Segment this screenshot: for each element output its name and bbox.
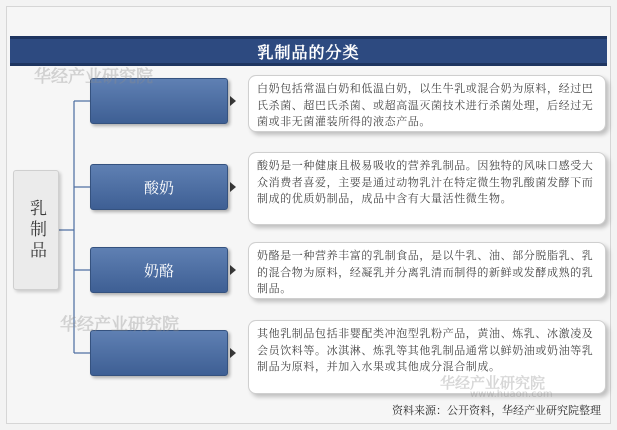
description-box-1: 白奶包括常温白奶和低温白奶，以生牛乳或混合奶为原料，经过巴氏杀菌、超巴氏杀菌、或超高温灭菌技术进行杀菌处理，后经过无菌或非无菌灌装所得的液态产品。 [248, 75, 606, 132]
description-box-2: 酸奶是一种健康且极易吸收的营养乳制品。因独特的风味口感受大众消费者喜爱，主要是通过动物乳汁在特定微生物乳酸菌发酵下而制成的优质奶制品，成品中含有大量活性微生物。 [248, 152, 606, 225]
source-note: 资料来源：公开资料，华经产业研究院整理 [392, 404, 601, 417]
arrow-1 [230, 96, 236, 106]
category-box-3: 奶酪 [90, 247, 228, 293]
watermark-top: 华经产业研究院 [34, 67, 153, 87]
watermark-url: www.huaon.com [470, 389, 553, 400]
watermark-middle: 华经产业研究院 [60, 315, 179, 335]
category-box-4 [90, 330, 228, 376]
arrow-2 [230, 182, 236, 192]
arrow-3 [230, 265, 236, 275]
arrow-4 [230, 348, 236, 358]
description-box-4: 其他乳制品包括非婴配类冲泡型乳粉产品，黄油、炼乳、冰激凌及会员饮料等。冰淇淋、炼乳等其他乳制品通常以鲜奶油或奶油等乳制品为原料，并加入水果或其他成分混合制成。 [248, 320, 606, 394]
diagram-title: 乳制品的分类 [10, 36, 607, 66]
root-node: 乳制品 [13, 170, 59, 290]
category-box-2: 酸奶 [90, 164, 228, 210]
description-box-3: 奶酪是一种营养丰富的乳制食品，是以牛乳、油、部分脱脂乳、乳的混合物为原料，经凝乳并分离乳清而制得的新鲜或发酵成熟的乳制品。 [248, 242, 606, 299]
watermark-bottom-right: 华经产业研究院 [440, 374, 546, 392]
